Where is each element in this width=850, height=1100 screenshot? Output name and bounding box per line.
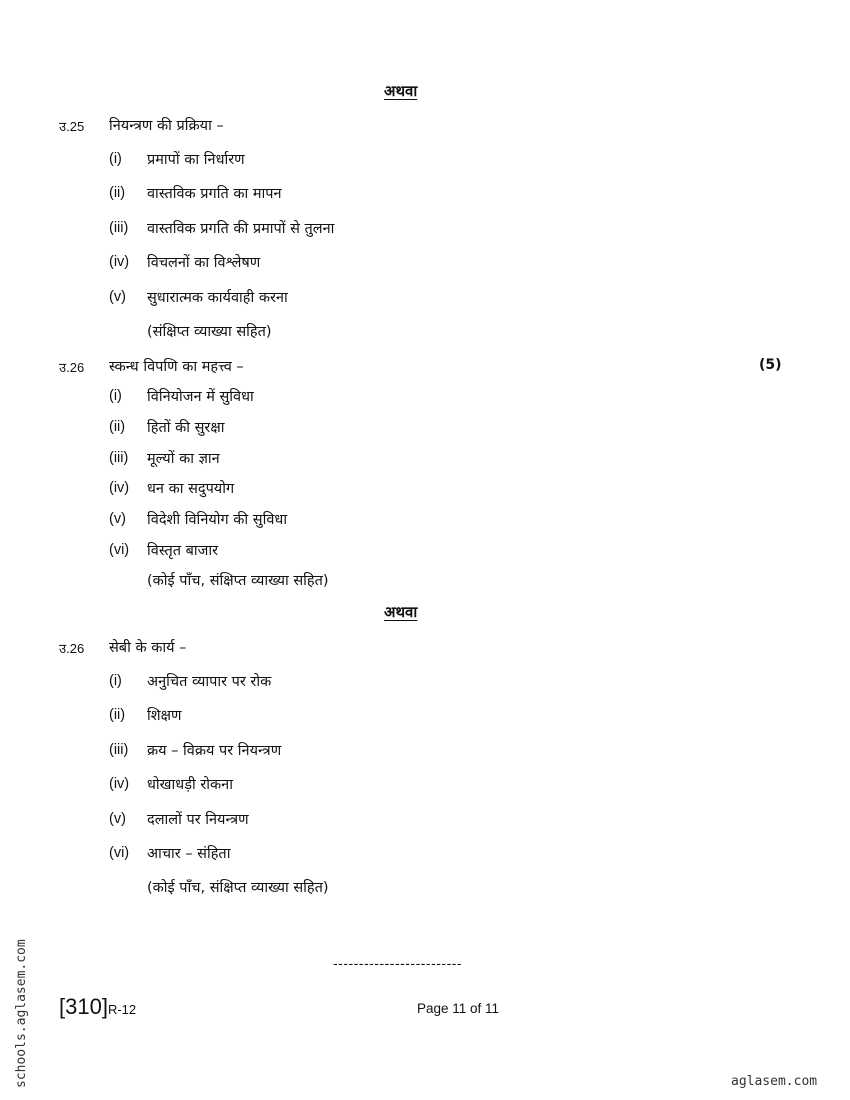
question-number: उ.25 xyxy=(59,119,85,134)
question-number: उ.26 xyxy=(59,641,85,656)
question-title: सेबी के कार्य – xyxy=(109,640,187,656)
item-roman: (i) xyxy=(109,388,122,404)
list-item: सुधारात्मक कार्यवाही करना xyxy=(147,290,288,306)
list-item: प्रमापों का निर्धारण xyxy=(147,152,245,168)
answer-note: (संक्षिप्त व्याख्या सहित) xyxy=(147,324,272,340)
item-roman: (i) xyxy=(109,151,122,167)
list-item: विस्तृत बाजार xyxy=(147,543,219,559)
question-title: स्कन्ध विपणि का महत्त्व – xyxy=(109,359,244,375)
question-number: उ.26 xyxy=(59,360,85,375)
item-roman: (ii) xyxy=(109,707,126,723)
athva-heading: अथवा xyxy=(384,82,418,100)
item-roman: (v) xyxy=(109,511,126,527)
item-roman: (i) xyxy=(109,673,122,689)
item-roman: (iv) xyxy=(109,480,130,496)
list-item: अनुचित व्यापार पर रोक xyxy=(147,674,272,690)
list-item: विचलनों का विश्लेषण xyxy=(147,255,261,271)
marks-label: (5) xyxy=(759,357,782,373)
list-item: विनियोजन में सुविधा xyxy=(147,389,254,405)
item-roman: (iii) xyxy=(109,742,129,758)
list-item: क्रय – विक्रय पर नियन्त्रण xyxy=(147,743,282,759)
bottom-watermark: aglasem.com xyxy=(731,1074,818,1089)
list-item: शिक्षण xyxy=(147,708,182,724)
item-roman: (iii) xyxy=(109,220,129,236)
item-roman: (v) xyxy=(109,289,126,305)
paper-code-suffix: R-12 xyxy=(107,1002,137,1017)
list-item: वास्तविक प्रगति का मापन xyxy=(147,186,282,202)
list-item: विदेशी विनियोग की सुविधा xyxy=(147,512,288,528)
item-roman: (vi) xyxy=(109,845,130,861)
page-number: Page 11 of 11 xyxy=(417,1001,500,1016)
paper-code xyxy=(59,994,136,1020)
item-roman: (v) xyxy=(109,811,126,827)
footer-divider: ------------------------- xyxy=(333,955,463,971)
list-item: हितों की सुरक्षा xyxy=(147,420,225,436)
item-roman: (ii) xyxy=(109,185,126,201)
list-item: आचार – संहिता xyxy=(147,846,231,862)
item-roman: (iv) xyxy=(109,254,130,270)
athva-heading: अथवा xyxy=(384,603,418,621)
answer-note: (कोई पाँच, संक्षिप्त व्याख्या सहित) xyxy=(147,880,329,896)
question-title: नियन्त्रण की प्रक्रिया – xyxy=(109,118,224,134)
item-roman: (ii) xyxy=(109,419,126,435)
list-item: वास्तविक प्रगति की प्रमापों से तुलना xyxy=(147,221,335,237)
item-roman: (iv) xyxy=(109,776,130,792)
side-watermark: schools.aglasem.com xyxy=(14,939,29,1088)
item-roman: (iii) xyxy=(109,450,129,466)
answer-note: (कोई पाँच, संक्षिप्त व्याख्या सहित) xyxy=(147,573,329,589)
list-item: मूल्यों का ज्ञान xyxy=(147,451,220,467)
paper-code-number: [310] xyxy=(59,994,108,1019)
item-roman: (vi) xyxy=(109,542,130,558)
list-item: दलालों पर नियन्त्रण xyxy=(147,812,249,828)
list-item: धोखाधड़ी रोकना xyxy=(147,777,233,793)
list-item: धन का सदुपयोग xyxy=(147,481,235,497)
